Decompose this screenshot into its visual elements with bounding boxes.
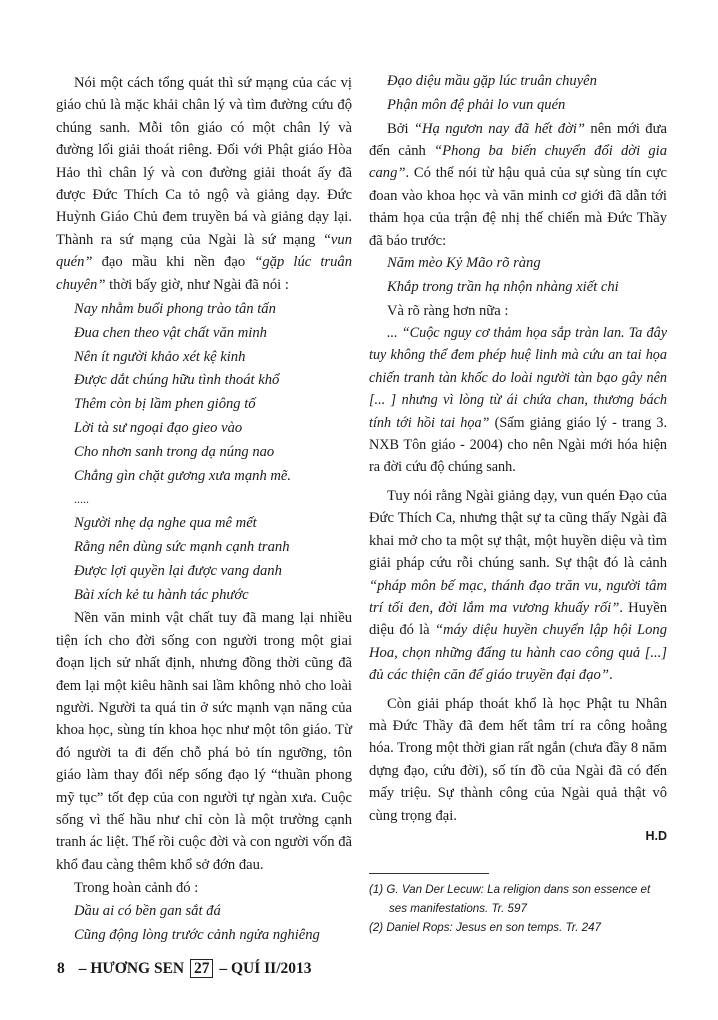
footnote-1: (1) G. Van Der Lecuw: La religion dans son essence et ses manifestations. Tr. 597 (369, 882, 651, 915)
issue-period: – QUÍ II/2013 (219, 960, 312, 977)
paragraph-4: Bởi “Hạ ngươn nay đã hết đời” nên mới đưa đến cảnh “Phong ba biến chuyển đổi dời gia cang”. Có thể nói từ hậu quả của sự sùng tín cực đoan vào khoa học và văn minh cơ giới đã dẫn tới thảm họa của trận đệ nhị thế chiến mà Đức Thầy đã báo trước: (369, 120, 667, 249)
footnote-2: (2) Daniel Rops: Jesus en son temps. Tr. 247 (369, 920, 601, 934)
author-signature: H.D (645, 828, 667, 843)
verse-block-3 (369, 70, 667, 118)
verse-line: Dầu ai có bền gan sắt đá (74, 902, 221, 919)
paragraph-6: ... “Cuộc nguy cơ thảm họa sắp tràn lan. Ta đây tuy không thể đem phép huệ linh mà cứu an tai họa chiến tranh tàn khốc do loài người tàn bạo gây nên [... ] nhưng vì lòng từ ái chứa chan, thương bách tính tới hồi tai họa” (Sấm giảng giáo lý - trang 3. NXB Tôn giáo - 2004) cho nên Ngài mới hóa hiện ra đời cứu độ chúng sanh. (369, 325, 667, 476)
verse-line: Đạo diệu mầu gặp lúc truân chuyên (387, 73, 597, 89)
paragraph-8: Còn giải pháp thoát khổ là học Phật tu Nhân mà Đức Thầy đã đem hết tâm trí ra công hoằng hóa. Trong một thời gian rất ngắn (chưa đầy 8 năm dựng đạo, cứu đời), số tín đồ của Ngài đã có đến mấy triệu. Sự thành công của Ngài quả thật vô cùng trọng đại. (369, 695, 667, 824)
verse-line: Cho nhơn sanh trong dạ núng nao (74, 443, 275, 460)
paragraph-5: Và rõ ràng hơn nữa : (387, 302, 509, 319)
verse-line: Thêm còn bị lầm phen giông tố (74, 396, 256, 413)
verse-block-4 (369, 252, 667, 300)
verse-line: Được dắt chúng hữu tình thoát khổ (74, 372, 280, 389)
issue-number-box: 27 (190, 959, 214, 978)
verse-block-1 (56, 298, 352, 607)
verse-line: Rằng nên dùng sức mạnh cạnh tranh (74, 539, 290, 556)
paragraph-3: Trong hoàn cảnh đó : (74, 880, 199, 897)
verse-line: Được lợi quyền lại được vang danh (74, 562, 282, 579)
paragraph-1: Nói một cách tổng quát thì sứ mạng của các vị giáo chủ là mặc khải chân lý và tìm đường cứu độ chúng sanh. Mỗi tôn giáo có một chân lý và đường lối giải thoát riêng. Đối với Phật giáo Hòa Hảo thì chân lý và con đường giải thoát ấy đã được Đức Thích Ca tỏ ngộ và giảng dạy. Đức Huỳnh Giáo Chủ đem truyền bá và giảng dạy lại. Thành ra sứ mạng của Ngài là sứ mạng “vun quén” đạo mầu khi nền đạo “gặp lúc truân chuyên” thời bấy giờ, như Ngài đã nói : (56, 75, 352, 293)
verse-line: Phận môn đệ phải lo vun quén (387, 96, 566, 113)
page-footer (57, 960, 312, 978)
verse-ellipsis: ..... (74, 492, 89, 507)
verse-line: Nên ít người khảo xét kệ kinh (74, 348, 246, 365)
verse-line: Năm mèo Kỷ Mão rõ ràng (387, 255, 541, 272)
verse-line: Nay nhằm buổi phong trào tân tấn (74, 301, 276, 318)
left-column (56, 72, 352, 947)
paragraph-7: Tuy nói rằng Ngài giảng dạy, vun quén Đạo của Đức Thích Ca, nhưng thật sự ta cũng thấy Ngài đã khai mở cho ta một sự thật, một huyền diệu và tìm giải pháp cứu rỗi chúng sanh. Sự thật đó là cảnh “pháp môn bế mạc, thánh đạo trăn vu, người tâm trí tối đen, đời lắm ma vương khuấy rối”. Huyền diệu đó là “máy diệu huyền chuyển lập hội Long Hoa, chọn những đấng tu hành cao công quả [...] đủ các thiện căn để giáo truyền đại đạo”. (369, 487, 667, 684)
verse-line: Khắp trong trần hạ nhộn nhàng xiết chi (387, 278, 619, 295)
right-column (369, 70, 667, 937)
verse-line: Đua chen theo vật chất văn minh (74, 324, 267, 341)
page-number: 8 (57, 960, 65, 977)
verse-block-2 (56, 900, 352, 948)
verse-line: Bài xích kẻ tu hành tác phước (74, 586, 249, 603)
paragraph-2: Nền văn minh vật chất tuy đã mang lại nhiều tiện ích cho đời sống con người trong một giai đoạn lịch sử nhất định, nhưng đồng thời cũng đã đem lại một kiêu hãnh sai lầm không nhỏ cho loài người. Người ta quá tin ở sức mạnh vạn năng của khoa học, sùng tín khoa học như một tôn giáo. Từ đó người ta đi đến chỗ phá bỏ tín ngưỡng, tôn giáo làm thay đổi nếp sống đạo lý “thuần phong mỹ tục” tốt đẹp của con người tự ngàn xưa. Cuộc sống vì thế hầu như chỉ còn là một trường cạnh tranh ác liệt. Thế rồi cuộc đời và con người vốn đã khổ đau càng thêm khổ sở đớn đau. (56, 610, 352, 873)
footnote-divider (369, 873, 489, 874)
verse-line: Người nhẹ dạ nghe qua mê mết (74, 515, 257, 532)
magazine-name: – HƯƠNG SEN (78, 960, 185, 977)
verse-line: Lời tà sư ngoại đạo gieo vào (74, 420, 243, 437)
verse-line: Chẳng gìn chặt gương xưa mạnh mẽ. (74, 467, 292, 484)
verse-line: Cũng động lòng trước cảnh ngửa nghiêng (74, 926, 320, 943)
